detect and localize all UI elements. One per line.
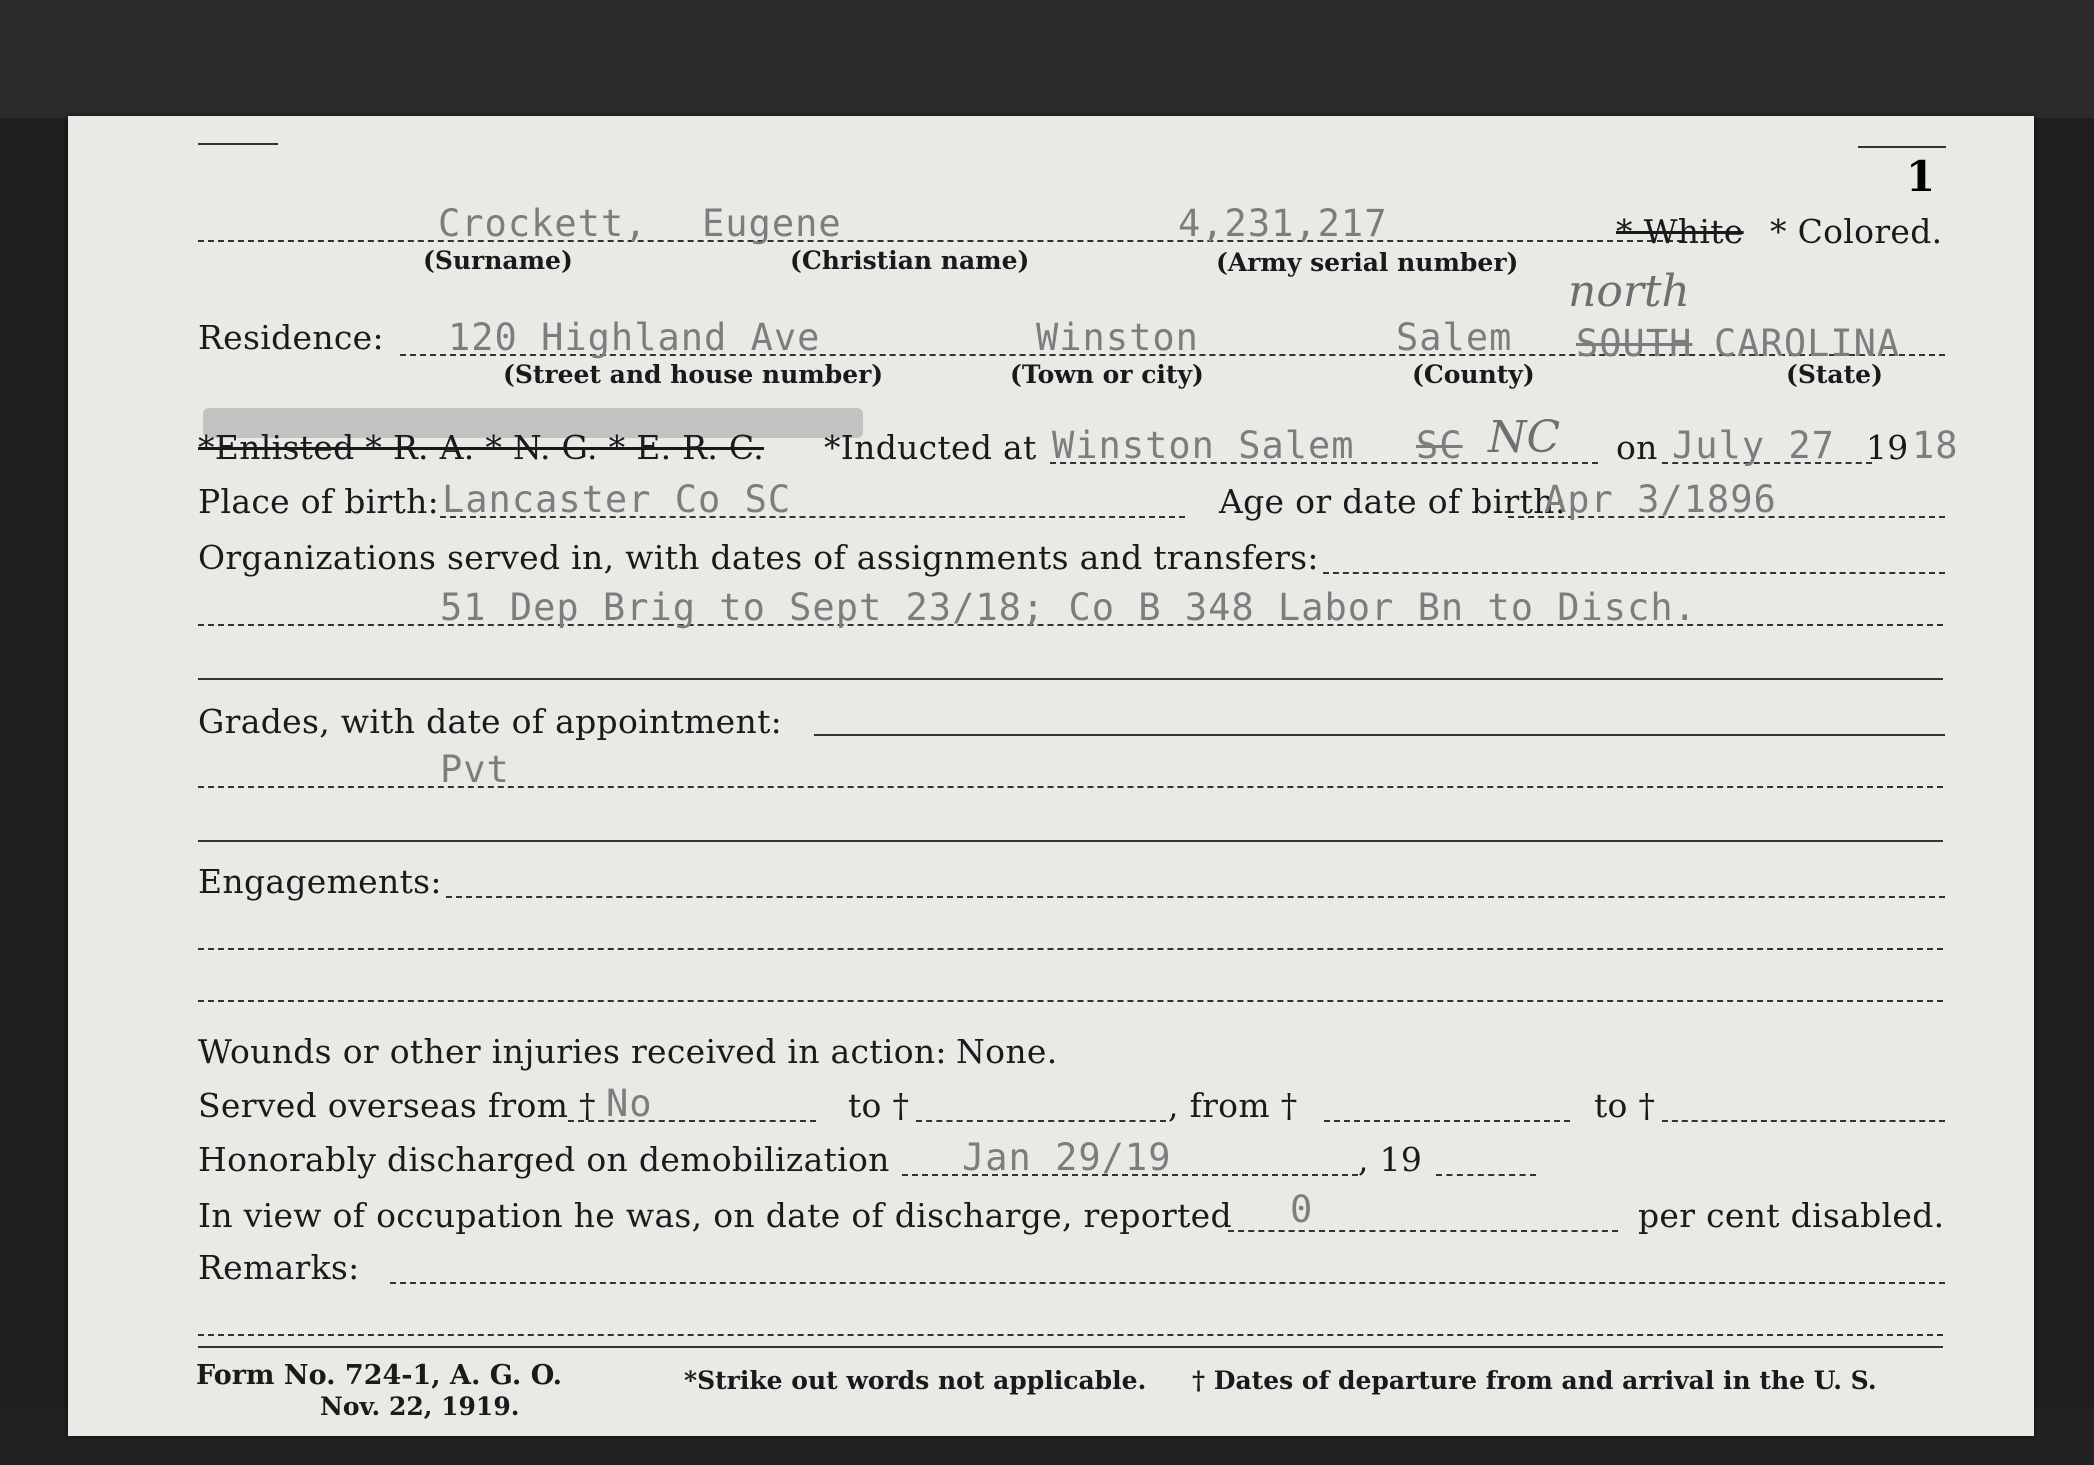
form-date: Nov. 22, 1919. [320,1392,520,1421]
on-label: on [1616,428,1658,467]
inducted-place-value: Winston Salem [1052,424,1355,467]
engagements-line-2 [198,948,1943,950]
disability-label: In view of occupation he was, on date of discharge, reported [198,1196,1232,1235]
christian-name-value: Eugene [702,202,842,245]
discharge-year-label: , 19 [1358,1140,1423,1179]
street-caption: (Street and house number) [503,360,884,389]
card-number: 1 [1906,152,1936,201]
county-caption: (County) [1412,360,1535,389]
engagements-line-1 [446,896,1945,898]
birth-date-value: Apr 3/1896 [1544,478,1777,521]
overseas-to-label-1: to † [848,1086,910,1125]
disability-value: 0 [1290,1188,1314,1231]
place-of-birth-value: Lancaster Co SC [442,478,792,521]
induction-year-prefix: 19 [1866,428,1909,467]
overseas-from-line-2 [1324,1120,1570,1122]
remarks-line-1 [390,1282,1945,1284]
remarks-line-2 [198,1334,1943,1336]
organizations-label: Organizations served in, with dates of assignments and transfers: [198,538,1319,577]
state-handwritten: north [1568,266,1690,317]
inducted-at-label: *Inducted at [824,428,1037,467]
overseas-to-line-2 [1662,1120,1945,1122]
overseas-to-label-2: to † [1594,1086,1656,1125]
discharge-label: Honorably discharged on demobilization [198,1140,890,1179]
state-value: CAROLINA [1714,322,1901,365]
grades-line-1 [814,734,1945,736]
engagements-label: Engagements: [198,862,442,901]
place-of-birth-label: Place of birth: [198,482,440,521]
surname-value: Crockett, [438,202,648,245]
overseas-from-label: Served overseas from † [198,1086,596,1125]
town-caption: (Town or city) [1010,360,1204,389]
top-left-rule [198,143,278,145]
christian-name-caption: (Christian name) [790,246,1030,275]
discharge-year-line [1436,1174,1536,1176]
organizations-line-3 [198,678,1943,680]
grades-line-3 [198,840,1943,842]
wounds-label: Wounds or other injuries received in action: [198,1032,947,1071]
inducted-place-handwritten: NC [1488,412,1561,463]
discharge-date-value: Jan 29/19 [962,1136,1172,1179]
scan-background-top [0,0,2094,118]
wounds-value: None. [956,1032,1058,1071]
form-number: Form No. 724-1, A. G. O. [196,1360,563,1391]
age-label: Age or date of birth: [1219,482,1567,521]
serial-caption: (Army serial number) [1216,248,1519,277]
remarks-bottom-rule [198,1346,1943,1348]
street-value: 120 Highland Ave [448,316,821,359]
enlisted-options-struck: *Enlisted * R. A. * N. G. * E. R. C. [198,428,765,467]
inducted-place-struck: SC [1416,424,1463,467]
overseas-to-line-1 [916,1120,1166,1122]
residence-label: Residence: [198,318,384,357]
dates-note: † Dates of departure from and arrival in the U. S. [1192,1366,1877,1395]
county-value: Salem [1396,316,1513,359]
surname-caption: (Surname) [423,246,573,275]
top-right-rule [1858,146,1946,148]
organizations-value: 51 Dep Brig to Sept 23/18; Co B 348 Labor Bn to Disch. [440,586,1697,629]
grades-value: Pvt [440,748,510,791]
overseas-from-label-2: , from † [1168,1086,1298,1125]
race-white-struck: * White [1616,212,1744,251]
organizations-line-1 [1323,572,1945,574]
remarks-label: Remarks: [198,1248,360,1287]
serial-number-value: 4,231,217 [1178,202,1388,245]
race-colored: * Colored. [1770,212,1943,251]
induction-date-value: July 27 [1672,424,1835,467]
state-struck: SOUTH [1576,322,1693,365]
grades-label: Grades, with date of appointment: [198,702,783,741]
disability-suffix: per cent disabled. [1638,1196,1945,1235]
disability-line [1228,1230,1618,1232]
service-record-card [68,116,2034,1436]
town-value: Winston [1036,316,1199,359]
engagements-line-3 [198,1000,1943,1002]
overseas-value: No [606,1082,653,1125]
state-caption: (State) [1786,360,1883,389]
induction-year-suffix: 18 [1912,424,1959,467]
name-line [198,240,1683,242]
strike-out-note: *Strike out words not applicable. [684,1366,1147,1395]
